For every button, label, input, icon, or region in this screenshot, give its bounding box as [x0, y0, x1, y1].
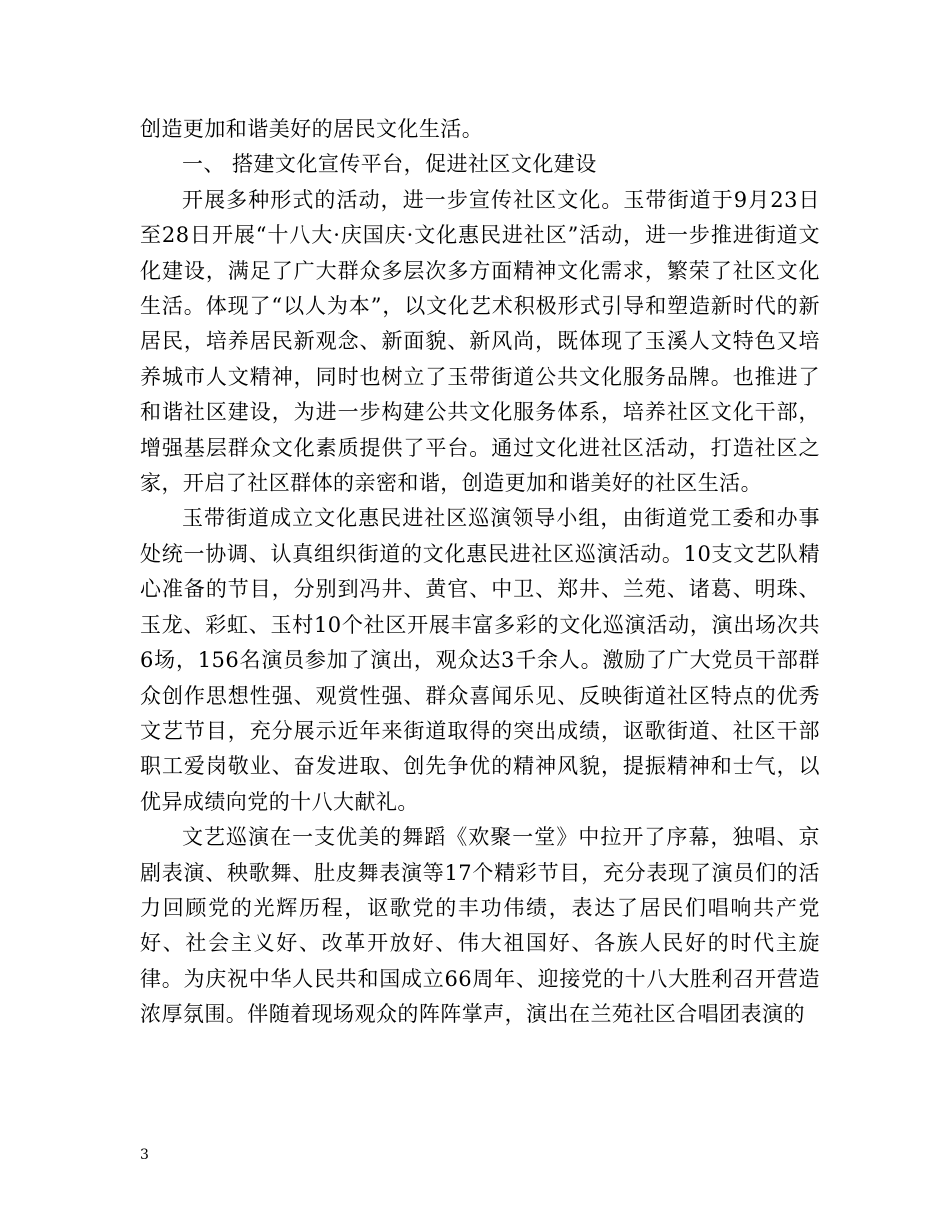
page-number: 3 — [140, 1147, 149, 1163]
paragraph: 文艺巡演在一支优美的舞蹈《欢聚一堂》中拉开了序幕，独唱、京剧表演、秧歌舞、肚皮舞表演等17个精彩节目，充分表现了演员们的活力回顾党的光辉历程，讴歌党的丰功伟绩，表达了居民们唱响共产党好、社会主义好、改革开放好、伟大祖国好、各族人民好的时代主旋律。为庆祝中华人民共和国成立66周年、迎接党的十八大胜利召开营造浓厚氛围。伴随着现场观众的阵阵掌声，演出在兰苑社区合唱团表演的 — [140, 825, 820, 1027]
section-heading: 一、 搭建文化宣传平台，促进社区文化建设 — [182, 152, 597, 177]
intro-line: 创造更加和谐美好的居民文化生活。 — [140, 117, 484, 141]
paragraph: 玉带街道成立文化惠民进社区巡演领导小组，由街道党工委和办事处统一协调、认真组织街道的文化惠民进社区巡演活动。10支文艺队精心准备的节目，分别到冯井、黄官、中卫、郑井、兰苑、诸葛、明珠、玉龙、彩虹、玉村10个社区开展丰富多彩的文化巡演活动，演出场次共6场，156名演员参加了演出，观众达3千余人。激励了广大党员干部群众创作思想性强、观赏性强、群众喜闻乐见、反映街道社区特点的优秀文艺节目，充分展示近年来街道取得的突出成绩，讴歌街道、社区干部职工爱岗敬业、奋发进取、创先争优的精神风貌，提振精神和士气，以优异成绩向党的十八大献礼。 — [140, 506, 820, 814]
paragraph: 开展多种形式的活动，进一步宣传社区文化。玉带街道于9月23日至28日开展“十八大·庆国庆·文化惠民进社区”活动，进一步推进街道文化建设，满足了广大群众多层次多方面精神文化需求，繁荣了社区文化生活。体现了“以人为本”，以文化艺术积极形式引导和塑造新时代的新居民，培养居民新观念、新面貌、新风尚，既体现了玉溪人文特色又培养城市人文精神，同时也树立了玉带街道公共文化服务品牌。也推进了和谐社区建设，为进一步构建公共文化服务体系，培养社区文化干部，增强基层群众文化素质提供了平台。通过文化进社区活动，打造社区之家，开启了社区群体的亲密和谐，创造更加和谐美好的社区生活。 — [140, 187, 820, 496]
document-body — [140, 112, 820, 1033]
